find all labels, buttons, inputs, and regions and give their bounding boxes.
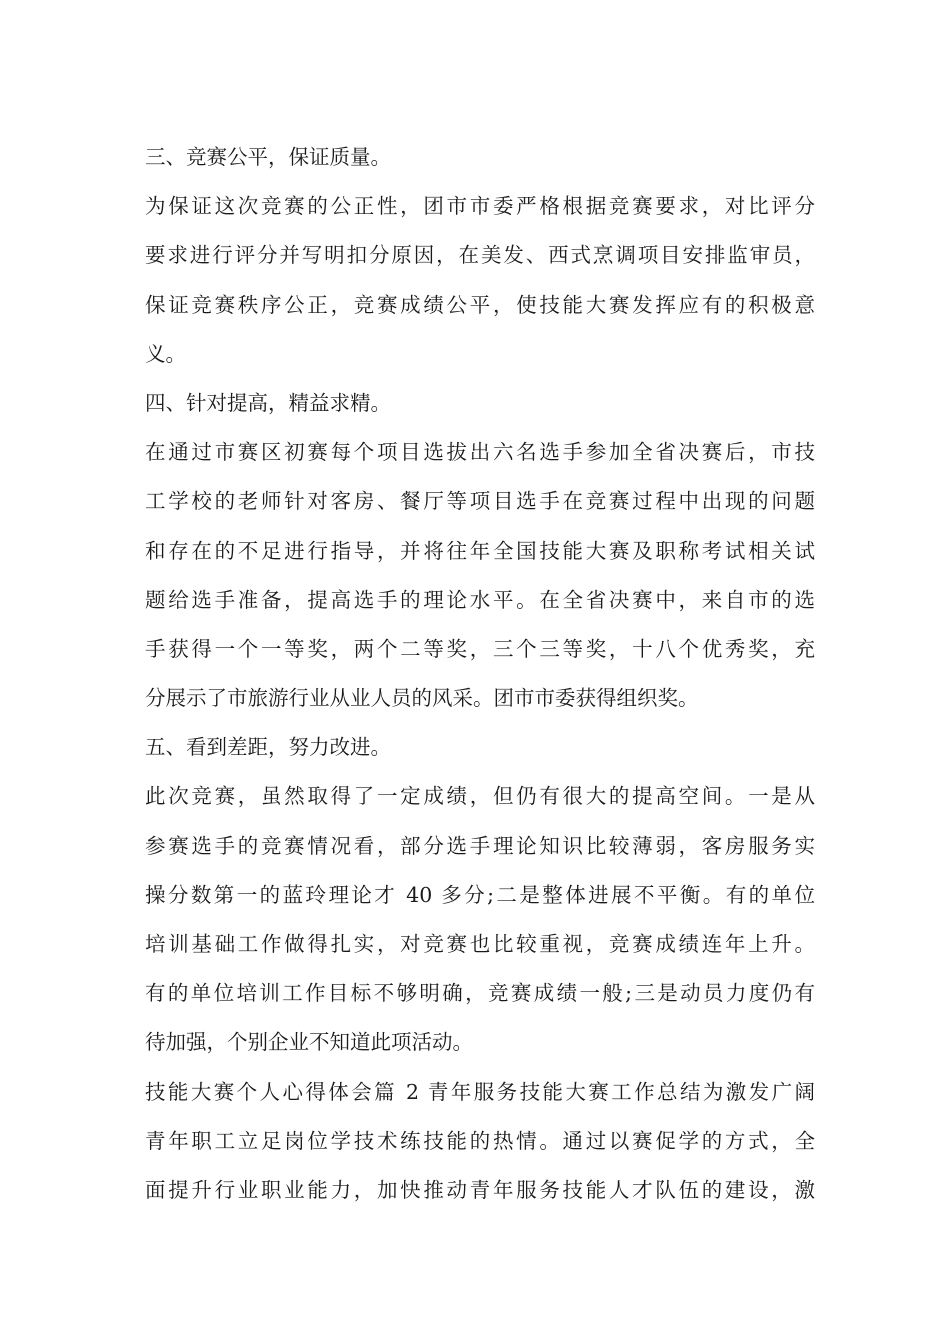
- body-text: [145, 133, 815, 1215]
- paragraph-line: 要求进行评分并写明扣分原因，在美发、西式烹调项目安排监审员，: [145, 243, 815, 268]
- paragraph-line: 为保证这次竞赛的公正性，团市市委严格根据竞赛要求，对比评分: [145, 194, 815, 219]
- paragraph-line: 题给选手准备，提高选手的理论水平。在全省决赛中，来自市的选: [145, 587, 815, 612]
- paragraph-line: 操分数第一的蓝玲理论才 40 多分;二是整体进展不平衡。有的单位: [145, 882, 815, 907]
- paragraph-line: 技能大赛个人心得体会篇 2 青年服务技能大赛工作总结为激发广阔: [145, 1079, 815, 1104]
- section-heading-5: 五、看到差距，努力改进。: [145, 735, 391, 760]
- paragraph-line: 义。: [145, 341, 186, 366]
- section-heading-3: 三、竞赛公平，保证质量。: [145, 145, 391, 169]
- paragraph-line: 工学校的老师针对客房、餐厅等项目选手在竞赛过程中出现的问题: [145, 489, 815, 514]
- paragraph-line: 有的单位培训工作目标不够明确，竞赛成绩一般;三是动员力度仍有: [145, 981, 815, 1006]
- paragraph-line: 分展示了市旅游行业从业人员的风采。团市市委获得组织奖。: [145, 686, 699, 711]
- paragraph-line: 青年职工立足岗位学技术练技能的热情。通过以赛促学的方式，全: [145, 1128, 815, 1153]
- paragraph-line: 待加强，个别企业不知道此项活动。: [145, 1030, 473, 1055]
- section-heading-4: 四、针对提高，精益求精。: [145, 390, 391, 415]
- paragraph-line: 手获得一个一等奖，两个二等奖，三个三等奖，十八个优秀奖，充: [145, 636, 815, 661]
- paragraph-line: 和存在的不足进行指导，并将往年全国技能大赛及职称考试相关试: [145, 538, 815, 563]
- paragraph-line: 此次竞赛，虽然取得了一定成绩，但仍有很大的提高空间。一是从: [145, 784, 815, 809]
- paragraph-line: 培训基础工作做得扎实，对竞赛也比较重视，竞赛成绩连年上升。: [145, 932, 815, 956]
- paragraph-line: 在通过市赛区初赛每个项目选拔出六名选手参加全省决赛后，市技: [145, 440, 815, 465]
- paragraph-line: 保证竞赛秩序公正，竞赛成绩公平，使技能大赛发挥应有的积极意: [145, 292, 815, 317]
- paragraph-line: 面提升行业职业能力，加快推动青年服务技能人才队伍的建设，激: [145, 1177, 815, 1202]
- paragraph-line: 参赛选手的竞赛情况看，部分选手理论知识比较薄弱，客房服务实: [145, 833, 815, 858]
